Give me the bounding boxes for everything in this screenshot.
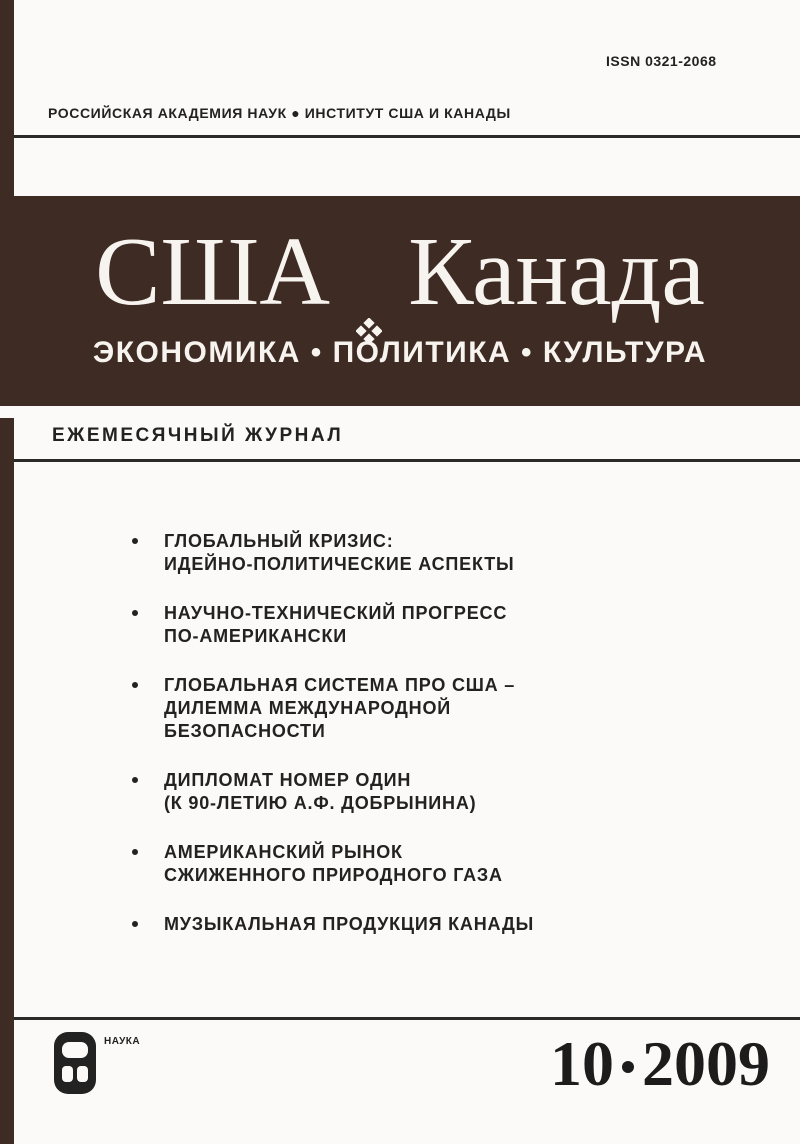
contents-item-line: СЖИЖЕННОГО ПРИРОДНОГО ГАЗА [164,865,503,885]
divider-middle [14,459,800,462]
issn-code: ISSN 0321-2068 [606,53,717,69]
issue-dot [622,1061,634,1073]
contents-item [128,530,768,576]
journal-frequency: ЕЖЕМЕСЯЧНЫЙ ЖУРНАЛ [52,425,344,446]
contents-item-line: ДИЛЕММА МЕЖДУНАРОДНОЙ [164,698,451,718]
spine-stripe-top [0,0,14,200]
bullet-icon [132,682,138,688]
contents-item-line: МУЗЫКАЛЬНАЯ ПРОДУКЦИЯ КАНАДЫ [164,914,535,934]
nauka-logo-icon [52,1030,98,1096]
contents-item [128,841,768,887]
contents-item-line: НАУЧНО-ТЕХНИЧЕСКИЙ ПРОГРЕСС [164,603,508,623]
contents-item-line: ДИПЛОМАТ НОМЕР ОДИН [164,770,412,790]
issue-number: 10 [550,1028,614,1099]
publisher-line: РОССИЙСКАЯ АКАДЕМИЯ НАУК ● ИНСТИТУТ США И КАНАДЫ [48,105,511,121]
contents-list [128,530,768,962]
contents-item [128,769,768,815]
contents-item-line: АМЕРИКАНСКИЙ РЫНОК [164,842,403,862]
contents-item-line: ГЛОБАЛЬНЫЙ КРИЗИС: [164,531,394,551]
diamond-cluster-icon [356,263,382,289]
bullet-icon [132,538,138,544]
contents-item [128,674,768,743]
contents-item-line: ГЛОБАЛЬНАЯ СИСТЕМА ПРО США – [164,675,516,695]
spine-stripe-bottom [0,418,14,1144]
title-usa: США [95,218,331,326]
divider-bottom [14,1017,800,1020]
bullet-icon [132,610,138,616]
contents-item [128,913,768,936]
bullet-icon [132,777,138,783]
journal-subtitle: ЭКОНОМИКА • ПОЛИТИКА • КУЛЬТУРА [92,336,708,369]
journal-title [10,218,790,326]
contents-item-line: ИДЕЙНО-ПОЛИТИЧЕСКИЕ АСПЕКТЫ [164,554,515,574]
title-canada: Канада [408,218,705,326]
contents-item-line: БЕЗОПАСНОСТИ [164,721,326,741]
contents-item-line: ПО-АМЕРИКАНСКИ [164,626,347,646]
contents-item [128,602,768,648]
issue-label [440,1028,770,1099]
divider-top [14,135,800,138]
issue-year: 2009 [642,1028,770,1099]
contents-item-line: (К 90-ЛЕТИЮ А.Ф. ДОБРЫНИНА) [164,793,477,813]
bullet-icon [132,921,138,927]
bullet-icon [132,849,138,855]
logo-caption: НАУКА [104,1036,141,1047]
